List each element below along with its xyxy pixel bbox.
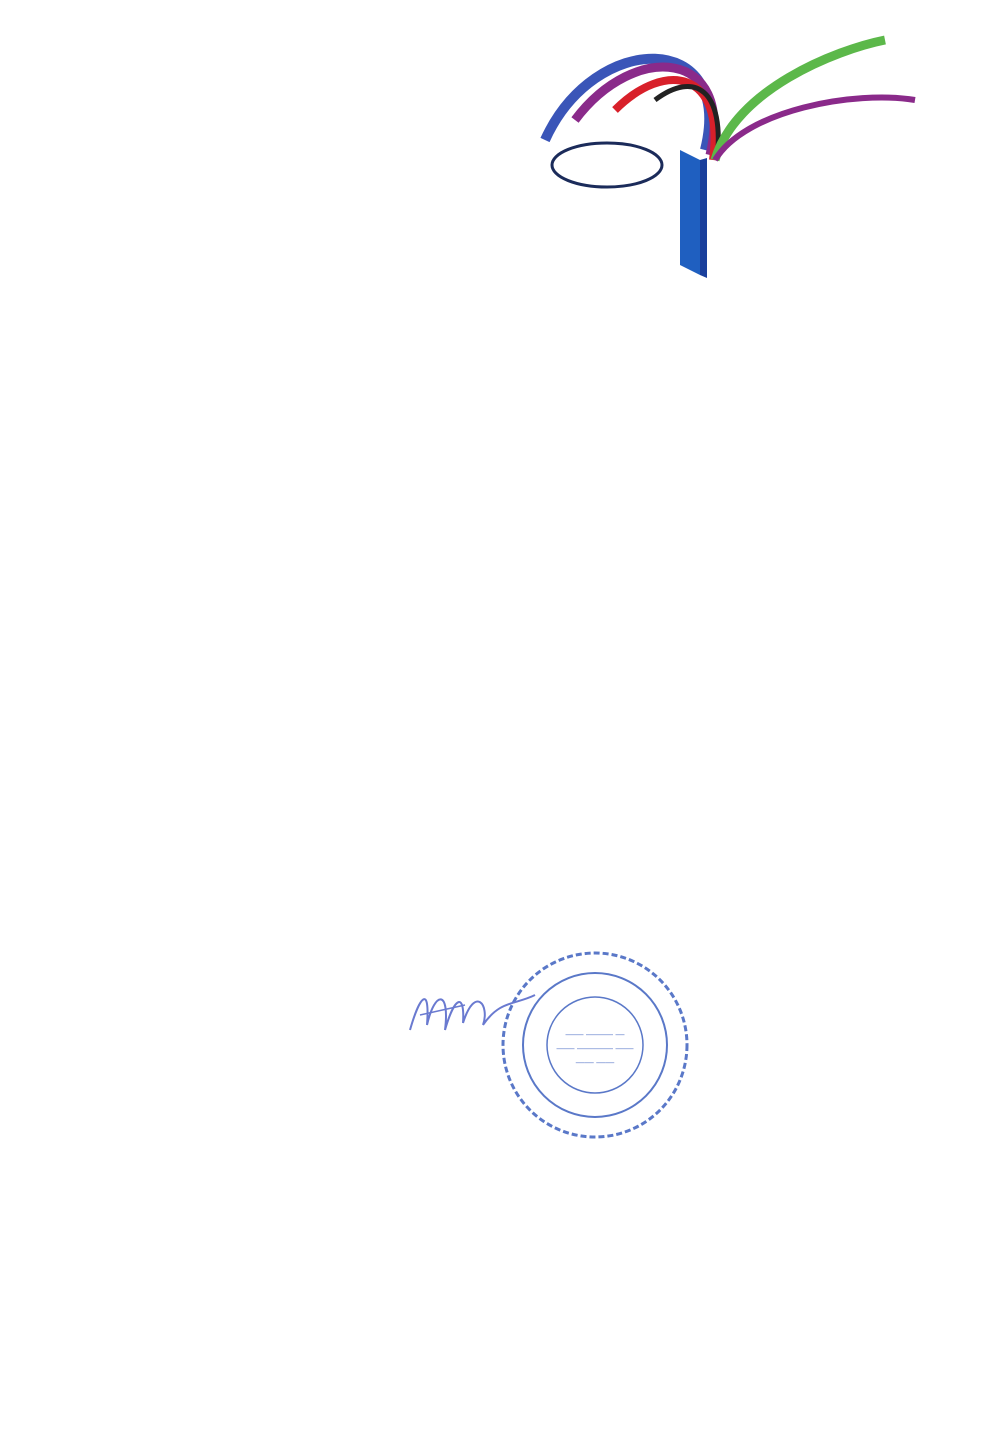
hexagon-decoration-top xyxy=(0,0,200,320)
svg-text:—— ———— ——: —— ———— —— xyxy=(556,1043,634,1053)
svg-text:—— ——: —— —— xyxy=(575,1057,615,1067)
week-of-youth-book-logo xyxy=(535,30,935,290)
hexagon-decoration-bottom xyxy=(0,1161,1000,1431)
director-signature xyxy=(405,975,545,1045)
open-book-ribbons-icon xyxy=(535,30,935,290)
svg-text:—— ——— —: —— ——— — xyxy=(565,1029,625,1039)
letter-body xyxy=(148,650,936,656)
